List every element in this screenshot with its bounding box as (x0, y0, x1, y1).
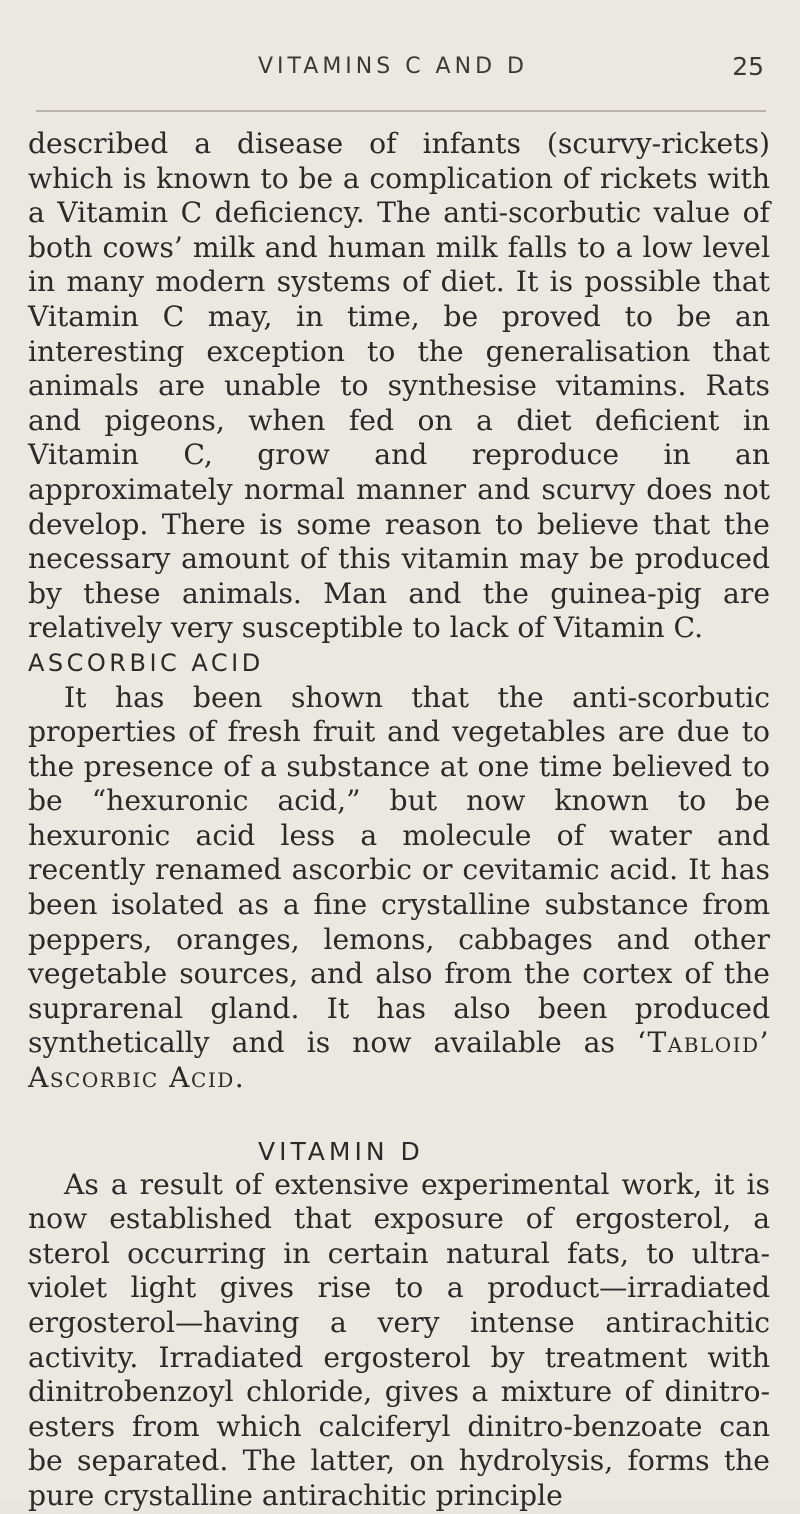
running-title: VITAMINS C AND D (258, 54, 528, 79)
running-head (0, 50, 800, 90)
paragraph-scurvy-rickets: described a disease of infants (scurvy-rickets) which is known to be a complication of rickets with a Vitamin C deficiency. The anti-scorbutic value of both cows’ milk and human milk falls to a low level in many modern systems of diet. It is possible that Vitamin C may, in time, be proved to be an interesting exception to the generalisation that animals are unable to synthesise vitamins. Rats and pigeons, when fed on a diet deficient in Vitamin C, grow and reproduce in an approximately normal manner and scurvy does not develop. There is some reason to believe that the necessary amount of this vitamin may be produced by these animals. Man and the guinea-pig are relatively very susceptible to lack of Vitamin C. (28, 127, 770, 645)
header-rule (36, 110, 766, 112)
paragraph-ascorbic-acid (28, 681, 770, 1096)
section-heading-ascorbic-acid: ASCORBIC ACID (28, 648, 264, 677)
paragraph-vitamin-d: As a result of extensive experimental work, it is now established that exposure of ergosterol, a sterol occurring in certain natural fats, to ultra-violet light gives rise to a product—irradiated ergosterol—having a very intense antirachitic activity. Irradiated ergosterol by treatment with dinitrobenzoyl chloride, gives a mixture of dinitro-esters from which calciferyl dinitro-benzoate can be separated. The latter, on hydrolysis, forms the pure crystalline antirachitic principle (28, 1167, 770, 1512)
section-heading-vitamin-d: VITAMIN D (258, 1136, 424, 1166)
paragraph-ascorbic-acid-text: It has been shown that the anti-scorbutic properties of fresh fruit and vegetables are due to the presence of a substance at one time believed to be “hexuronic acid,” but now known to be hexuronic acid less a molecule of water and recently renamed ascorbic or cevitamic acid. It has been isolated as a fine crystalline substance from peppers, oranges, lemons, cabbages and other vegetable sources, and also from the cortex of the suprarenal gland. It has also been produced synthetically and is now available as (28, 680, 770, 1060)
page-number: 25 (732, 52, 764, 81)
product-name: ‘Tabloid’ Ascorbic Acid. (28, 1026, 770, 1095)
body-text (28, 127, 770, 1514)
